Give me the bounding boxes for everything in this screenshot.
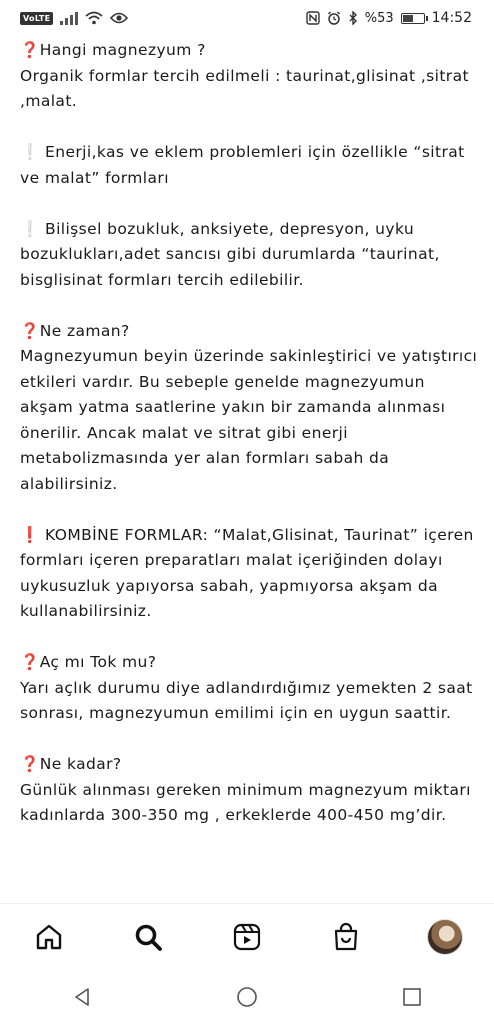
- section-title: Aç mı Tok mu?: [39, 653, 157, 671]
- exclamation-gray-icon: ❕: [20, 143, 40, 161]
- signal-icon: [60, 11, 78, 25]
- bluetooth-icon: [348, 11, 358, 25]
- eye-icon: [110, 12, 128, 24]
- recents-icon[interactable]: [401, 986, 423, 1008]
- caption-paragraph: [20, 752, 480, 829]
- status-left: [20, 11, 128, 25]
- battery-percent: %53: [364, 10, 394, 26]
- wifi-icon: [85, 11, 103, 25]
- back-icon[interactable]: [71, 986, 93, 1008]
- nav-shop-button[interactable]: [322, 913, 370, 961]
- status-right: [306, 10, 472, 26]
- post-caption: [20, 38, 480, 900]
- system-nav: [0, 969, 494, 1024]
- search-icon: [133, 922, 163, 952]
- nav-reels-button[interactable]: [223, 913, 271, 961]
- caption-section: [20, 140, 480, 191]
- home-icon: [34, 922, 64, 952]
- caption-paragraph: [20, 38, 480, 115]
- home-circle-icon[interactable]: [235, 985, 259, 1009]
- question-icon: ❓: [20, 755, 40, 773]
- caption-section: [20, 319, 480, 498]
- caption-paragraph: [20, 140, 480, 191]
- caption-section: [20, 38, 480, 115]
- section-body: Günlük alınması gereken minimum magnezyum miktarı kadınlarda 300-350 mg , erkeklerde 400-450 mg’dir.: [20, 780, 471, 824]
- reels-icon: [232, 922, 262, 952]
- section-title: Ne kadar?: [39, 755, 122, 773]
- shop-icon: [331, 922, 361, 952]
- section-body: Enerji,kas ve eklem problemleri için özellikle “sitrat ve malat” formları: [20, 143, 465, 187]
- caption-section: [20, 523, 480, 625]
- exclamation-gray-icon: ❕: [20, 219, 40, 238]
- nfc-icon: [306, 11, 320, 25]
- volte-badge: VoLTE: [20, 12, 53, 25]
- question-icon: ❓: [20, 653, 40, 671]
- caption-section: [20, 217, 480, 294]
- question-icon: ❓: [20, 41, 40, 59]
- profile-avatar: [427, 919, 463, 955]
- section-body: Magnezyumun beyin üzerinde sakinleştirici ve yatıştırıcı etkileri vardır. Bu sebeple genelde magnezyumun akşam yatma saatlerine yakın bir zamanda alınması önerilir. Ancak malat ve sitrat gibi enerji metabolizmasında yer alan formları sabah da alabilirsiniz.: [20, 347, 478, 493]
- section-title: Ne zaman?: [39, 321, 130, 340]
- nav-profile-button[interactable]: [421, 913, 469, 961]
- section-title: Hangi magnezyum ?: [39, 41, 206, 59]
- caption-paragraph: [20, 217, 480, 294]
- section-body: Bilişsel bozukluk, anksiyete, depresyon, uyku bozuklukları,adet sancısı gibi durumlarda “taurinat, bisglisinat formları tercih edilebilir.: [20, 219, 440, 289]
- nav-home-button[interactable]: [25, 913, 73, 961]
- battery-icon: [401, 13, 425, 24]
- caption-paragraph: [20, 319, 480, 498]
- nav-search-button[interactable]: [124, 913, 172, 961]
- caption-section: [20, 650, 480, 727]
- section-body: KOMBİNE FORMLAR: “Malat,Glisinat, Taurinat” içeren formları içeren preparatları malat içeriğinden dolayı uykusuzluk yapıyorsa sabah, yapmıyorsa akşam da kullanabilirsiniz.: [20, 525, 474, 620]
- question-icon: ❓: [20, 321, 40, 340]
- status-bar: [0, 0, 494, 36]
- section-body: Organik formlar tercih edilmeli : taurinat,glisinat ,sitrat ,malat.: [20, 66, 469, 110]
- caption-section: [20, 752, 480, 829]
- caption-paragraph: [20, 650, 480, 727]
- bottom-nav: [0, 903, 494, 970]
- exclamation-red-icon: ❗: [20, 525, 40, 544]
- section-body: Yarı açlık durumu diye adlandırdığımız yemekten 2 saat sonrası, magnezyumun emilimi için en uygun saattir.: [20, 678, 473, 722]
- clock: 14:52: [431, 10, 472, 26]
- alarm-icon: [327, 11, 341, 25]
- caption-paragraph: [20, 523, 480, 625]
